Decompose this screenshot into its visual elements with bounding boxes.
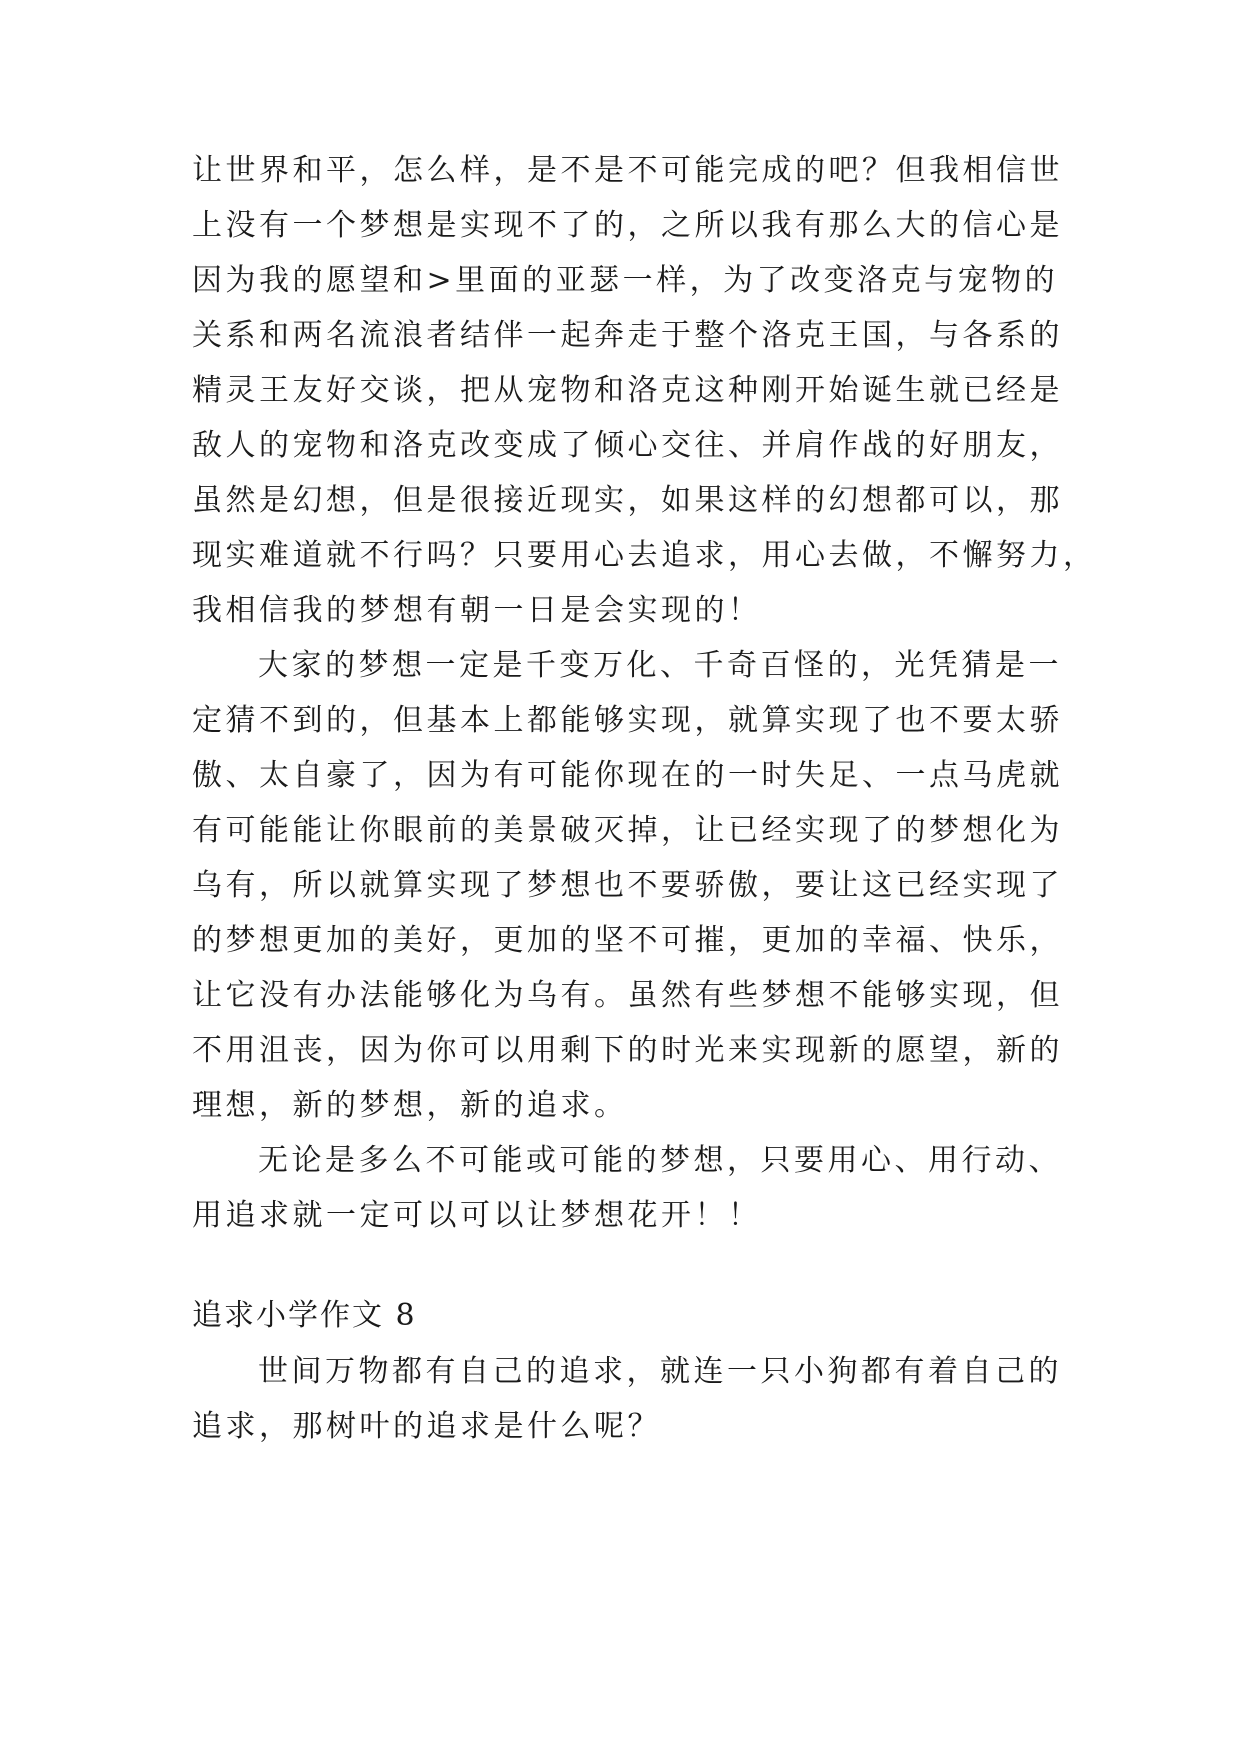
paragraph-line: 有可能能让你眼前的美景破灭掉，让已经实现了的梦想化为	[192, 813, 1063, 848]
paragraph-line: 让世界和平，怎么样，是不是不可能完成的吧？但我相信世	[192, 153, 1063, 188]
paragraph-line: 世间万物都有自己的追求，就连一只小狗都有着自己的	[258, 1354, 1062, 1389]
paragraph-line: 精灵王友好交谈，把从宠物和洛克这种刚开始诞生就已经是	[192, 373, 1063, 408]
paragraph-line: 大家的梦想一定是千变万化、千奇百怪的，光凭猜是一	[258, 648, 1062, 683]
paragraph-line: 无论是多么不可能或可能的梦想，只要用心、用行动、	[258, 1143, 1062, 1178]
paragraph-line: 用追求就一定可以可以让梦想花开！！	[192, 1198, 762, 1233]
section-heading: 追求小学作文 8	[192, 1298, 417, 1333]
paragraph-line: 因为我的愿望和>里面的亚瑟一样，为了改变洛克与宠物的	[192, 263, 1059, 298]
paragraph-line: 让它没有办法能够化为乌有。虽然有些梦想不能够实现，但	[192, 978, 1063, 1013]
paragraph-line: 关系和两名流浪者结伴一起奔走于整个洛克王国，与各系的	[192, 318, 1063, 353]
paragraph-line: 不用沮丧，因为你可以用剩下的时光来实现新的愿望，新的	[192, 1033, 1063, 1068]
paragraph-line: 的梦想更加的美好，更加的坚不可摧，更加的幸福、快乐，	[192, 923, 1063, 958]
paragraph-line: 理想，新的梦想，新的追求。	[192, 1088, 628, 1123]
paragraph-line: 定猜不到的，但基本上都能够实现，就算实现了也不要太骄	[192, 703, 1063, 738]
paragraph-line: 现实难道就不行吗？只要用心去追求，用心去做，不懈努力，	[192, 538, 1097, 573]
paragraph-line: 敌人的宠物和洛克改变成了倾心交往、并肩作战的好朋友，	[192, 428, 1063, 463]
paragraph-line: 乌有，所以就算实现了梦想也不要骄傲，要让这已经实现了	[192, 868, 1063, 903]
paragraph-line: 追求，那树叶的追求是什么呢？	[192, 1409, 661, 1444]
paragraph-line: 我相信我的梦想有朝一日是会实现的！	[192, 593, 762, 628]
paragraph-line: 虽然是幻想，但是很接近现实，如果这样的幻想都可以，那	[192, 483, 1063, 518]
paragraph-line: 傲、太自豪了，因为有可能你现在的一时失足、一点马虎就	[192, 758, 1063, 793]
paragraph-line: 上没有一个梦想是实现不了的，之所以我有那么大的信心是	[192, 208, 1063, 243]
